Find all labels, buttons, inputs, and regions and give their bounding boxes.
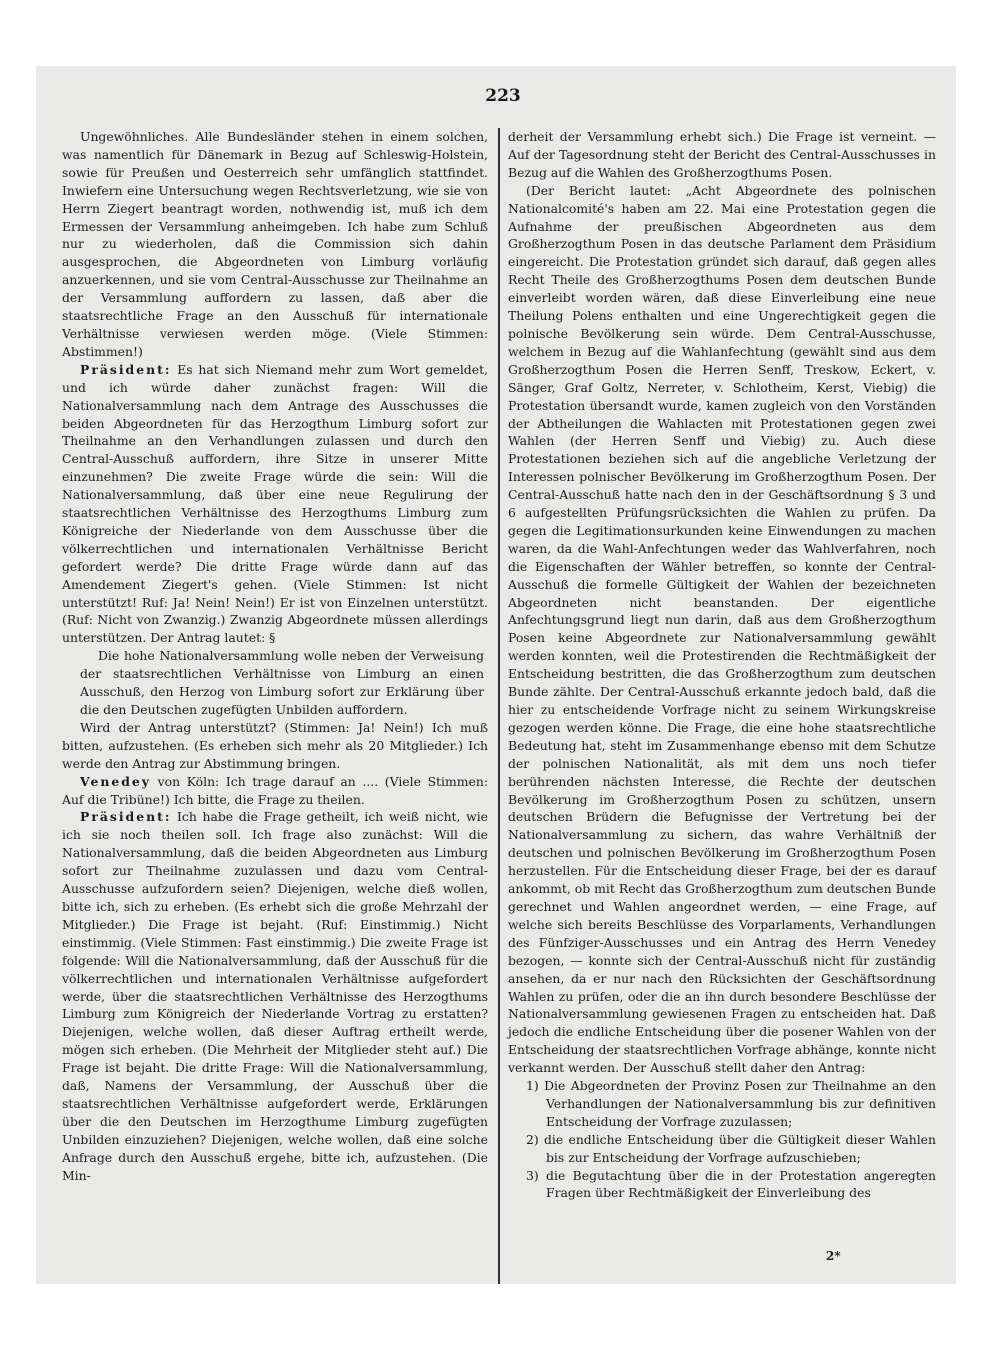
motion-item: 1) Die Abgeordneten der Provinz Posen zur Theilnahme an den Verhandlungen der Nationalversammlung bis zur definitiven Entscheidung der Vorfrage zuzulassen; bbox=[526, 1078, 936, 1129]
left-column bbox=[62, 128, 488, 1184]
signature-mark: 2* bbox=[826, 1249, 841, 1263]
motion-item: 2) die endliche Entscheidung über die Gültigkeit dieser Wahlen bis zur Entscheidung der Vorfrage aufzuschieben; bbox=[526, 1131, 936, 1165]
paragraph: Wird der Antrag unterstützt? (Stimmen: Ja! Nein!) Ich muß bitten, aufzustehen. (Es erheben sich mehr als 20 Mitglieder.) Ich werde den Antrag zur Abstimmung bringen. bbox=[62, 719, 488, 771]
right-column bbox=[508, 128, 936, 1202]
motion-item: 3) die Begutachtung über die in der Protestation angeregten Fragen über Rechtmäßigkeit der Einverleibung des bbox=[526, 1167, 936, 1201]
paragraph bbox=[62, 773, 488, 809]
speaker-name: Venedey bbox=[80, 773, 151, 789]
paragraph: Ungewöhnliches. Alle Bundesländer stehen in einem solchen, was namentlich für Dänemark in Bezug auf Schleswig-Holstein, sowie für Preußen und Oesterreich sehr umfänglich stattfindet. Inwiefern eine Untersuchung wegen Rechtsverletzung, wie sie von Herrn Ziegert beantragt worden, nothwendig ist, muß ich dem Ermessen der Versammlung anheimgeben. Ich habe zum Schluß nur zu wiederholen, daß die Commission sich dahin ausgesprochen, die Abgeordneten von Limburg vorläufig anzuerkennen, und sie vom Central-Ausschusse zur Theilnahme an der Versammlung auffordern zu lassen, daß aber die staatsrechtliche Frage an den Ausschuß für internationale Verhältnisse verwiesen werden möge. (Viele Stimmen: Abstimmen!) bbox=[62, 129, 488, 359]
speaker-name: Präsident: bbox=[80, 809, 172, 825]
paragraph bbox=[62, 808, 488, 1184]
speech-text: von Köln: Ich trage darauf an .... (Viele Stimmen: Auf die Tribüne!) Ich bitte, die Frage zu theilen. bbox=[62, 773, 488, 807]
report-paragraph: (Der Bericht lautet: „Acht Abgeordnete des polnischen Nationalcomité's haben am 22. Mai eine Protestation gegen die Aufnahme der preußischen Abgeordneten aus dem Großherzogthum Posen in das deutsche Parlament dem Präsidium eingereicht. Die Protestation gründet sich darauf, daß gegen alles Recht Theile des Großherzogthums Posen dem deutschen Bunde einverleibt worden wären, daß diese Einverleibung eine neue Theilung Polens enthalten und eine Ungerechtigkeit gegen die polnische Bevölkerung sein würde. Dem Central-Ausschusse, welchem in Bezug auf die Wahlanfechtung (gewählt sind aus dem Großherzogthum Posen die Herren Senff, Treskow, Eckert, v. Sänger, Graf Goltz, Nerreter, v. Schlotheim, Kerst, Viebig) die Protestation übersandt wurde, kamen zugleich von den Vorständen der Abtheilungen die Wahlacten mit Protestationen gegen zwei Wahlen (der Herren Senff und Viebig) zu. Auch diese Protestationen beziehen sich auf die angebliche Verletzung der Interessen polnischer Bevölkerung im Großherzogthum Posen. Der Central-Ausschuß hatte nach den in der Geschäftsordnung § 3 und 6 aufgestellten Prüfungsrücksichten die Wahlen zu prüfen. Da gegen die Legitimationsurkunden keine Einwendungen zu machen waren, da die Wahl-Anfechtungen weder das Wahlverfahren, noch die Eigenschaften der Wähler betreffen, so konnte der Central-Ausschuß die formelle Gültigkeit der Wahlen der bezeichneten Abgeordneten nicht beanstanden. Der eigentliche Anfechtungsgrund liegt nun darin, daß aus dem Großherzogthum Posen keine Abgeordnete zur Nationalversammlung gewählt werden konnten, weil die Protestirenden die Rechtmäßigkeit der Entscheidung bestritten, die das Großherzogthum zum deutschen Bunde zählte. Der Central-Ausschuß erkannte jedoch bald, daß die hier zu entscheidende Vorfrage nicht zu seinem Wirkungskreise gezogen werden könne. Die Frage, die eine hohe staatsrechtliche Bedeutung hat, steht im Zusammenhange ebenso mit dem Schutze der polnischen Nationalität, als mit dem uns noch tiefer berührenden nächsten Interesse, die Rechte der deutschen Bevölkerung im Großherzogthum Posen zu schützen, unsern deutschen Brüdern die Befugnisse der Vertretung bei der Nationalversammlung zu sichern, das wahre Verhältniß der deutschen und polnischen Bevölkerung im Großherzogthum Posen herzustellen. Für die Entscheidung dieser Frage, bei der es darauf ankommt, ob mit Recht das Großherzogthum zum deutschen Bunde gerechnet und Wahlen angeordnet werden, — eine Frage, auf welche sich bereits Beschlüsse des Vorparlaments, Verhandlungen des Fünfziger-Ausschusses und ein Antrag des Herrn Venedey bezogen, — konnte sich der Central-Ausschuß nicht für zuständig ansehen, da er nur nach den Rücksichten der Geschäftsordnung Wahlen zu prüfen, oder die an ihn durch besondere Beschlüsse der Nationalversammlung gewiesenen Fragen zu entscheiden hat. Daß jedoch die endliche Entscheidung über die posener Wahlen von der Entscheidung der staatsrechtlichen Vorfrage abhänge, konnte nicht verkannt werden. Der Ausschuß stellt daher den Antrag: bbox=[508, 182, 936, 1076]
speech-text: Ich habe die Frage getheilt, ich weiß nicht, wie ich sie noch theilen soll. Ich frage also zunächst: Will die Nationalversammlung, daß die beiden Abgeordneten aus Limburg sofort zur Theilnahme zuzulassen und dazu vom Central-Ausschusse aufzufordern seien? Diejenigen, welche dieß wollen, bitte ich, sich zu erheben. (Es erhebt sich die große Mehrzahl der Mitglieder.) Die Frage ist bejaht. (Ruf: Einstimmig.) Nicht einstimmig. (Viele Stimmen: Fast einstimmig.) Die zweite Frage ist folgende: Will die Nationalversammlung, daß der Ausschuß für die völkerrechtlichen und internationalen Verhältnisse aufgefordert werde, über die staatsrechtlichen Verhältnisse des Herzogthums Limburg zum Königreich der Niederlande Vortrag zu erstatten? Diejenigen, welche wollen, daß dieser Auftrag ertheilt werde, mögen sich erheben. (Die Mehrheit der Mitglieder steht auf.) Die Frage ist bejaht. Die dritte Frage: Will die Nationalversammlung, daß, Namens der Versammlung, der Ausschuß über die staatsrechtlichen Verhältnisse aufgefordert werde, Erklärungen über die den Deutschen im Herzogthume Limburg zugefügten Unbilden einzuziehen? Diejenigen, welche wollen, daß eine solche Anfrage durch den Ausschuß ergehe, bitte ich, aufzustehen. (Die Min- bbox=[62, 809, 488, 1183]
speech-text: Es hat sich Niemand mehr zum Wort gemeldet, und ich würde daher zunächst fragen: Will die Nationalversammlung nach dem Antrage des Ausschusses die beiden Abgeordneten für das Herzogthum Limburg sofort zur Theilnahme an den Verhandlungen zulassen und durch den Central-Ausschuß auffordern, ihre Sitze in unserer Mitte einzunehmen? Die zweite Frage würde die sein: Will die Nationalversammlung, daß über eine neue Regulirung der staatsrechtlichen Verhältnisse des Herzogthums Limburg zum Königreiche der Niederlande von dem Ausschusse über die völkerrechtlichen und internationalen Verhältnisse Bericht gefordert werde? Die dritte Frage würde dann auf das Amendement Ziegert's gehen. (Viele Stimmen: Ist nicht unterstützt! Ruf: Ja! Nein! Nein!) Er ist von Einzelnen unterstützt. (Ruf: Nicht von Zwanzig.) Zwanzig Abgeordnete müssen allerdings unterstützen. Der Antrag lautet: § bbox=[62, 361, 488, 646]
page-number: 223 bbox=[485, 86, 521, 106]
column-divider bbox=[498, 128, 500, 1284]
motion-quote: Die hohe Nationalversammlung wolle neben der Verweisung der staatsrechtlichen Verhältnisse von Limburg an einen Ausschuß, den Herzog von Limburg sofort zur Erklärung über die den Deutschen zugefügten Unbilden auffordern. bbox=[80, 648, 484, 717]
paragraph bbox=[62, 361, 488, 648]
speaker-name: Präsident: bbox=[80, 361, 172, 377]
paragraph: derheit der Versammlung erhebt sich.) Die Frage ist verneint. — Auf der Tagesordnung steht der Bericht des Central-Ausschusses in Bezug auf die Wahlen des Großherzogthums Posen. bbox=[508, 129, 936, 180]
